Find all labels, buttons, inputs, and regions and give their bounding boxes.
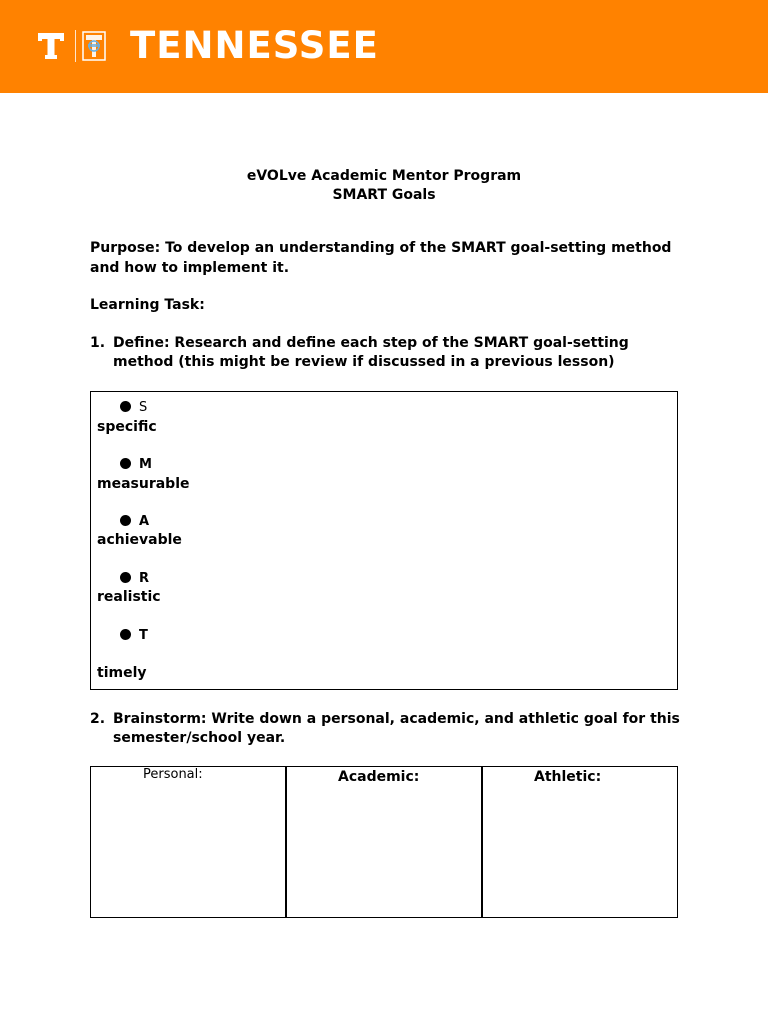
header-banner: [0, 0, 768, 93]
personal-column-header: Personal:: [143, 767, 203, 782]
smart-letter: S: [139, 400, 148, 415]
bullet-dot-icon: [120, 401, 131, 412]
smart-bullet-s: [120, 399, 147, 416]
step-1-number: 1.: [90, 335, 106, 351]
smart-word-measurable: measurable: [97, 476, 190, 492]
smart-word-achievable: achievable: [97, 532, 182, 548]
step-1-line-2: method (this might be review if discussed in a previous lesson): [113, 354, 615, 370]
smart-word-timely: timely: [97, 665, 147, 681]
purpose-line-2: and how to implement it.: [90, 260, 290, 276]
document-title: eVOLve Academic Mentor Program: [246, 168, 522, 184]
academic-goal-cell[interactable]: [287, 768, 480, 916]
step-1-line-1: Define: Research and define each step of the SMART goal-setting: [113, 335, 629, 351]
bullet-dot-icon: [120, 458, 131, 469]
smart-bullet-a: [120, 513, 149, 530]
university-seal-icon: [82, 31, 106, 61]
smart-bullet-m: [120, 456, 152, 473]
power-t-logo-icon: [38, 33, 64, 59]
brand-wordmark: TENNESSEE: [130, 24, 379, 67]
purpose-line-1: Purpose: To develop an understanding of the SMART goal-setting method: [90, 240, 672, 256]
step-2-number: 2.: [90, 711, 106, 727]
smart-bullet-r: [120, 570, 149, 587]
logo-divider: [75, 30, 76, 62]
personal-goal-cell[interactable]: [91, 768, 284, 916]
document-subtitle: SMART Goals: [332, 187, 436, 203]
bullet-dot-icon: [120, 629, 131, 640]
smart-letter: T: [139, 628, 148, 643]
learning-task-heading: Learning Task:: [90, 297, 205, 313]
step-2-line-2: semester/school year.: [113, 730, 286, 746]
athletic-goal-cell[interactable]: [483, 768, 676, 916]
smart-bullet-t: [120, 627, 148, 644]
smart-letter: R: [139, 571, 150, 586]
smart-letter: A: [139, 514, 150, 529]
smart-letter: M: [139, 457, 152, 472]
bullet-dot-icon: [120, 515, 131, 526]
step-2-line-1: Brainstorm: Write down a personal, academic, and athletic goal for this: [113, 711, 680, 727]
smart-word-realistic: realistic: [97, 589, 161, 605]
bullet-dot-icon: [120, 572, 131, 583]
smart-word-specific: specific: [97, 419, 157, 435]
academic-column-header: Academic:: [338, 769, 420, 785]
athletic-column-header: Athletic:: [534, 769, 602, 785]
